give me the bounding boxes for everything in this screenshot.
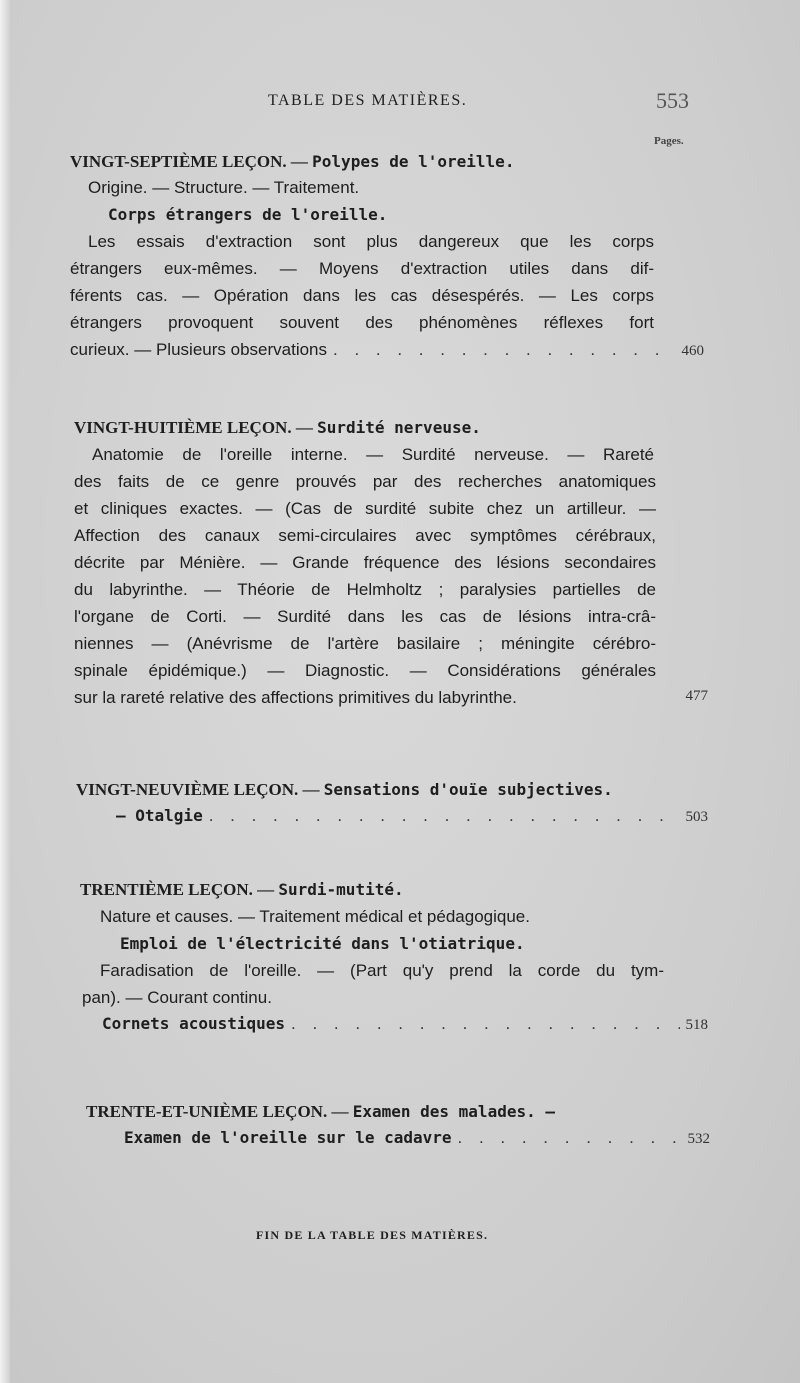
toc-subheading: Corps étrangers de l'oreille. (108, 205, 388, 224)
dash: — (302, 780, 320, 799)
lesson-subject: Surdi-mutité. (278, 880, 404, 899)
toc-line: férents cas. — Opération dans les cas désespérés. — Les corps (70, 286, 654, 305)
toc-line: — Otalgie (116, 806, 203, 825)
running-header-title: TABLE DES MATIÈRES. (268, 92, 468, 109)
toc-line: curieux. — Plusieurs observations (70, 340, 328, 359)
lesson-subject: Surdité nerveuse. (317, 418, 481, 437)
page-ref: 477 (685, 688, 708, 704)
dash: — (295, 418, 313, 437)
toc-line: et cliniques exactes. — (Cas de surdité subite chez un artilleur. — (74, 499, 656, 518)
dot-leader (333, 340, 675, 360)
toc-subheading: Emploi de l'électricité dans l'otiatrique. (120, 934, 525, 953)
end-of-table-footer: FIN DE LA TABLE DES MATIÈRES. (256, 1228, 489, 1242)
toc-entry-with-page (70, 340, 704, 360)
toc-line: Faradisation de l'oreille. — (Part qu'y prend la corde du tym- (100, 961, 664, 980)
page-ref: 460 (681, 343, 704, 359)
toc-line: Les essais d'extraction sont plus dangereux que les corps (88, 232, 654, 251)
toc-line: sur la rareté relative des affections primitives du labyrinthe. (74, 688, 517, 707)
toc-entry-with-page (124, 1128, 710, 1148)
page-edge (0, 0, 10, 1383)
lesson-title: VINGT-SEPTIÈME LEÇON. (70, 152, 287, 171)
toc-line: niennes — (Anévrisme de l'artère basilaire ; méningite cérébro- (74, 634, 656, 653)
dash: — (331, 1102, 349, 1121)
lesson-subject: Polypes de l'oreille. (312, 152, 515, 171)
page-ref: 532 (687, 1131, 710, 1147)
dot-leader (458, 1128, 682, 1148)
pages-column-label: Pages. (654, 135, 684, 147)
toc-line: des faits de ce genre prouvés par des recherches anatomiques (74, 472, 656, 491)
toc-entry-with-page (102, 1014, 708, 1034)
toc-line: Nature et causes. — Traitement médical et pédagogique. (100, 907, 530, 926)
lesson-title: VINGT-NEUVIÈME LEÇON. (76, 780, 299, 799)
toc-line: étrangers eux-mêmes. — Moyens d'extraction utiles dans dif- (70, 259, 654, 278)
dash: — (290, 152, 308, 171)
dash: — (257, 880, 275, 899)
page-ref: 518 (685, 1017, 708, 1033)
lesson-title: TRENTE-ET-UNIÈME LEÇON. (86, 1102, 328, 1121)
toc-line: Origine. — Structure. — Traitement. (88, 178, 360, 197)
toc-line: Affection des canaux semi-circulaires avec symptômes cérébraux, (74, 526, 656, 545)
lesson-heading-31 (86, 1102, 555, 1122)
dot-leader (291, 1014, 679, 1034)
toc-entry-with-page (74, 688, 708, 708)
page-ref: 503 (685, 809, 708, 825)
page-number: 553 (656, 88, 689, 113)
toc-line: étrangers provoquent souvent des phénomènes réflexes fort (70, 313, 654, 332)
lesson-heading-27 (70, 152, 514, 172)
lesson-title: TRENTIÈME LEÇON. (80, 880, 253, 899)
toc-line: Anatomie de l'oreille interne. — Surdité nerveuse. — Rareté (92, 445, 654, 464)
dot-leader (209, 806, 680, 826)
toc-line: Examen de l'oreille sur le cadavre (124, 1128, 452, 1147)
toc-line: spinale épidémique.) — Diagnostic. — Considérations générales (74, 661, 656, 680)
toc-line: décrite par Ménière. — Grande fréquence des lésions secondaires (74, 553, 656, 572)
lesson-subject: Examen des malades. — (352, 1102, 555, 1121)
toc-entry-with-page (116, 806, 708, 826)
lesson-heading-29 (76, 780, 613, 800)
lesson-heading-30 (80, 880, 404, 900)
lesson-subject: Sensations d'ouïe subjectives. (323, 780, 613, 799)
toc-line: pan). — Courant continu. (82, 988, 272, 1007)
lesson-title: VINGT-HUITIÈME LEÇON. (74, 418, 292, 437)
lesson-heading-28 (74, 418, 481, 438)
toc-line: du labyrinthe. — Théorie de Helmholtz ; paralysies partielles de (74, 580, 656, 599)
toc-line: Cornets acoustiques (102, 1014, 286, 1033)
toc-line: l'organe de Corti. — Surdité dans les cas de lésions intra-crâ- (74, 607, 656, 626)
